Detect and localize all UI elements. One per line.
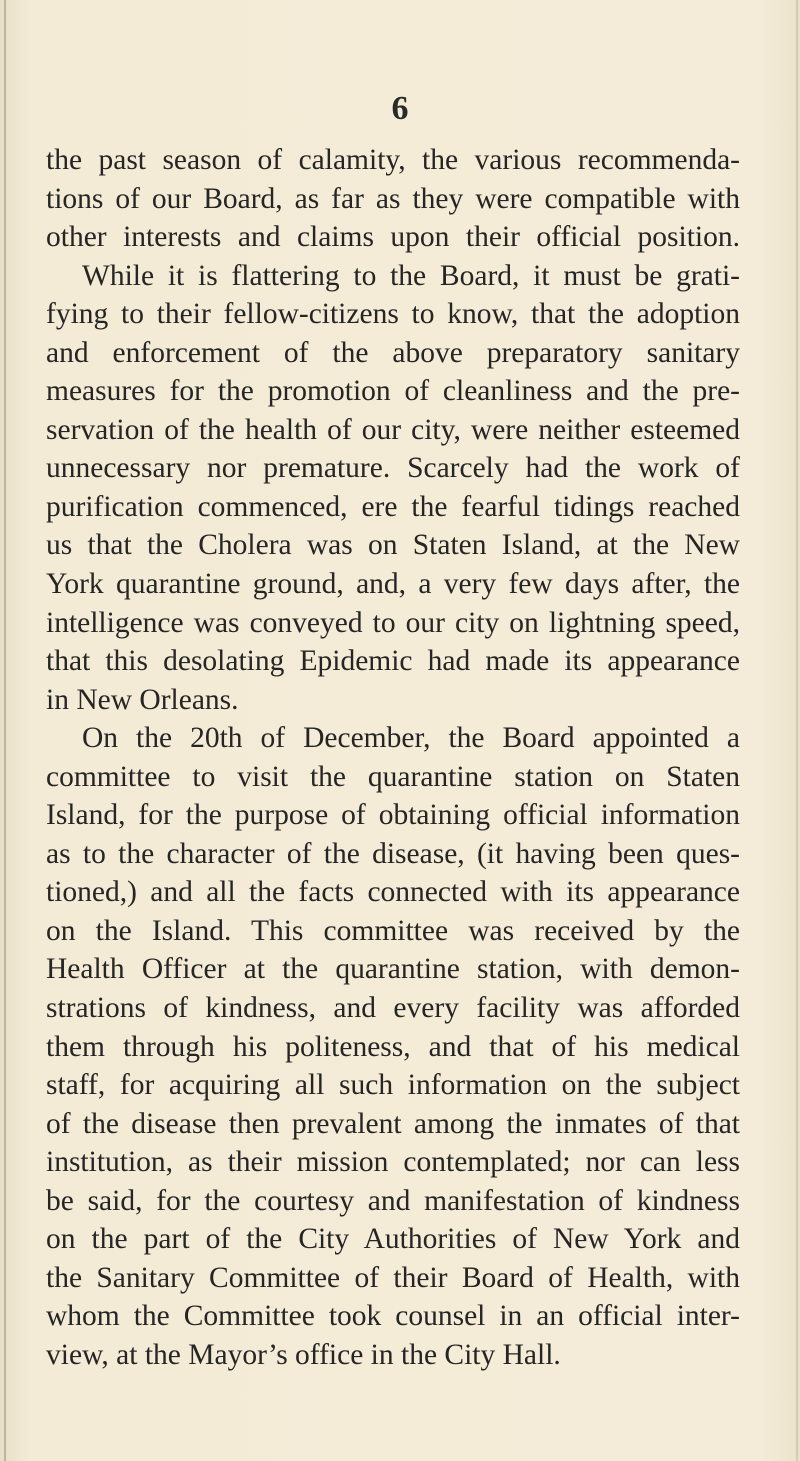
text-line: and enforcement of the above preparatory sanitary bbox=[46, 336, 740, 369]
text-line: us that the Cholera was on Staten Island, at the New bbox=[46, 529, 740, 562]
text-line: strations of kindness, and every facility was afforded bbox=[46, 992, 740, 1025]
text-line: servation of the health of our city, were neither esteemed bbox=[46, 413, 740, 446]
page-number: 6 bbox=[391, 90, 409, 127]
text-line: on the part of the City Authorities of New York and bbox=[46, 1223, 740, 1256]
text-line: On the 20th of December, the Board appointed a bbox=[82, 722, 740, 755]
page-left-edge bbox=[4, 0, 6, 1461]
text-line: whom the Committee took counsel in an official inter- bbox=[46, 1300, 740, 1333]
text-line: unnecessary nor premature. Scarcely had the work of bbox=[46, 452, 740, 485]
text-line: as to the character of the disease, (it having been ques- bbox=[46, 837, 740, 870]
text-line: other interests and claims upon their official position. bbox=[46, 221, 740, 254]
text-line: that this desolating Epidemic had made its appearance bbox=[46, 645, 740, 678]
text-line: tions of our Board, as far as they were compatible with bbox=[46, 182, 740, 215]
text-line: staff, for acquiring all such information on the subject bbox=[46, 1069, 740, 1102]
page-right-edge bbox=[796, 0, 798, 1461]
text-line: them through his politeness, and that of his medical bbox=[46, 1030, 740, 1063]
text-line: Island, for the purpose of obtaining official information bbox=[46, 799, 740, 832]
text-line: the Sanitary Committee of their Board of Health, with bbox=[46, 1261, 740, 1294]
text-line: measures for the promotion of cleanliness and the pre- bbox=[46, 375, 740, 408]
body-text bbox=[46, 141, 740, 1375]
text-line: of the disease then prevalent among the inmates of that bbox=[46, 1107, 740, 1140]
text-line: fying to their fellow-citizens to know, that the adoption bbox=[46, 298, 740, 331]
text-line: on the Island. This committee was received by the bbox=[46, 914, 740, 947]
text-line: the past season of calamity, the various recommenda- bbox=[46, 144, 740, 176]
text-line: tioned,) and all the facts connected with its appearance bbox=[46, 876, 740, 909]
text-line: be said, for the courtesy and manifestation of kindness bbox=[46, 1184, 740, 1217]
text-line: Health Officer at the quarantine station, with demon- bbox=[46, 953, 740, 986]
text-line: institution, as their mission contemplated; nor can less bbox=[46, 1146, 740, 1179]
text-line: in New Orleans. bbox=[46, 683, 239, 716]
text-line: While it is flattering to the Board, it must be grati- bbox=[82, 259, 740, 292]
text-line: committee to visit the quarantine station on Staten bbox=[46, 760, 740, 793]
text-line: view, at the Mayor’s office in the City Hall. bbox=[46, 1338, 561, 1371]
text-line: York quarantine ground, and, a very few days after, the bbox=[46, 568, 740, 601]
text-line: intelligence was conveyed to our city on lightning speed, bbox=[46, 606, 740, 639]
text-line: purification commenced, ere the fearful tidings reached bbox=[46, 490, 740, 523]
